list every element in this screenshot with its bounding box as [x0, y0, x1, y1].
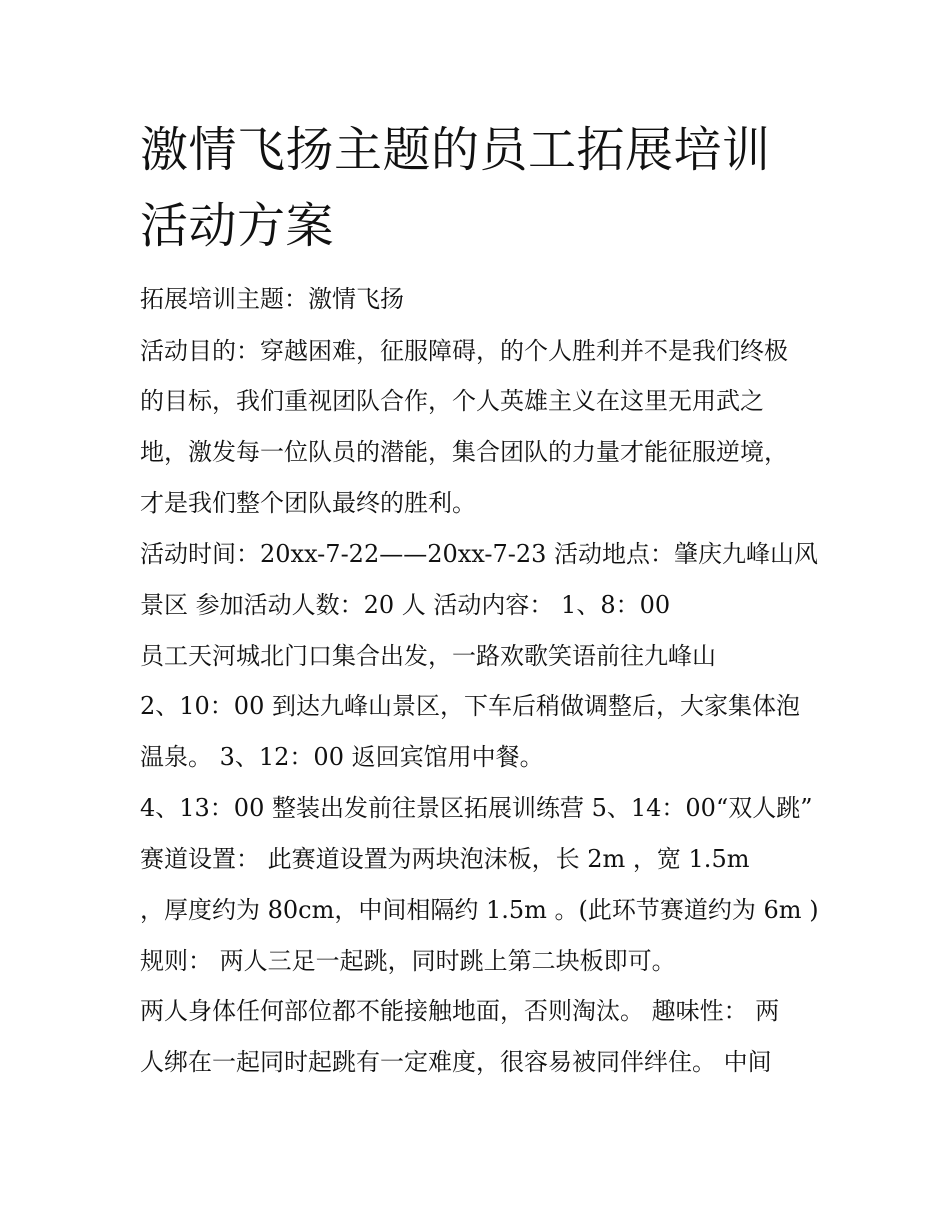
schedule-line-1: 员工天河城北门口集合出发，一路欢歌笑语前往九峰山 — [140, 642, 716, 670]
training-theme-line: 拓展培训主题：激情飞扬 — [140, 285, 404, 313]
time-location-line: 活动时间：20xx-7-22——20xx-7-23 活动地点：肇庆九峰山风 — [140, 540, 819, 568]
title-line-1: 激情飞扬主题的员工拓展培训 — [140, 122, 771, 178]
title-line-2: 活动方案 — [140, 198, 335, 254]
schedule-line-2: 2、10：00 到达九峰山景区，下车后稍做调整后，大家集体泡 — [140, 692, 800, 720]
purpose-line-1: 活动目的：穿越困难，征服障碍，的个人胜利并不是我们终极 — [140, 337, 788, 365]
purpose-line-2: 的目标，我们重视团队合作，个人英雄主义在这里无用武之 — [140, 387, 764, 415]
participants-content-line: 景区 参加活动人数：20 人 活动内容： 1、8：00 — [140, 591, 671, 619]
elimination-interest-line: 两人身体任何部位都不能接触地面，否则淘汰。 趣味性： 两 — [140, 997, 780, 1025]
track-setup-line-1: 赛道设置： 此赛道设置为两块泡沫板，长 2m ，宽 1.5m — [140, 845, 750, 873]
purpose-line-4: 才是我们整个团队最终的胜利。 — [140, 489, 476, 517]
schedule-line-4: 4、13：00 整装出发前往景区拓展训练营 5、14：00“双人跳” — [140, 794, 813, 822]
schedule-line-3: 温泉。 3、12：00 返回宾馆用中餐。 — [140, 743, 544, 771]
interest-detail-line: 人绑在一起同时起跳有一定难度，很容易被同伴绊住。 中间 — [140, 1048, 772, 1076]
document-title — [140, 112, 820, 264]
track-setup-line-2: ，厚度约为 80cm，中间相隔约 1.5m 。(此环节赛道约为 6m ) — [140, 896, 819, 924]
purpose-line-3: 地，激发每一位队员的潜能，集合团队的力量才能征服逆境， — [140, 438, 788, 466]
rules-line: 规则： 两人三足一起跳，同时跳上第二块板即可。 — [140, 947, 676, 975]
